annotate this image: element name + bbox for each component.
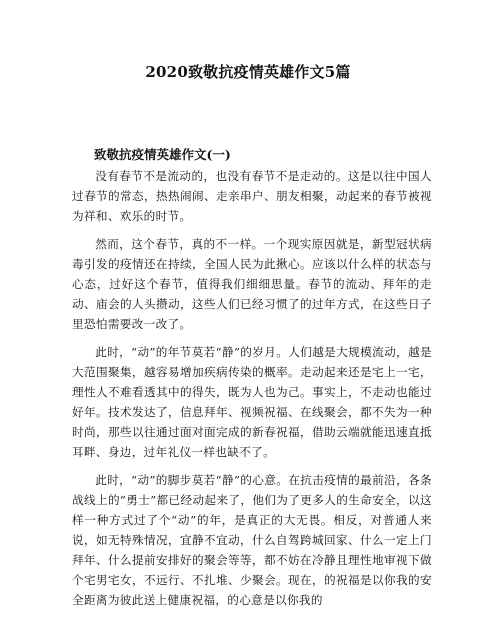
paragraph: 此时，“动”的脚步莫若“静”的心意。在抗击疫情的最前沿，各条战线上的“勇士”都已经动起来了，他们为了更多人的生命安全，以这样一种方式过了个“动”的年，是真正的大无畏。相反，对普通人来说，如无特殊情况，宜静不宜动，什么自驾跨城回家、什么一定上门拜年、什么提前安排好的聚会等等，都不妨在冷静且理性地审视下做个宅男宅女，不远行、不扎堆、少聚会。现在，的祝福是以你我的安全距离为彼此送上健康祝福，的心意是以你我的 — [72, 473, 432, 607]
section-heading: 致敬抗疫情英雄作文(一) — [94, 147, 231, 162]
document-title: 2020致敬抗疫情英雄作文5篇 — [145, 63, 351, 81]
paragraph: 然而，这个春节，真的不一样。一个现实原因就是，新型冠状病毒引发的疫情还在持续，全国人民为此揪心。应该以什么样的状态与心态，过好这个春节，值得我们细细思量。春节的流动、拜年的走动、庙会的人头攒动，这些人们已经习惯了的过年方式，在这些日子里恐怕需要改一改了。 — [72, 237, 432, 331]
paragraph: 此时，“动”的年节莫若“静”的岁月。人们越是大规模流动，越是大范围聚集，越容易增加疾病传染的概率。走动起来还是宅上一宅，理性人不难看透其中的得失，既为人也为己。事实上，不走动也能过好年。技术发达了，信息拜年、视频祝福、在线聚会，都不失为一种时尚，那些以往通过面对面完成的新春祝福，借助云端就能迅速直抵耳畔、身边，过年礼仪一样也缺不了。 — [72, 345, 432, 459]
document-body — [72, 166, 432, 618]
paragraph: 没有春节不是流动的，也没有春节不是走动的。这是以往中国人过春节的常态，热热闹闹、走亲串户、朋友相聚，动起来的春节被视为祥和、欢乐的时节。 — [72, 169, 432, 223]
